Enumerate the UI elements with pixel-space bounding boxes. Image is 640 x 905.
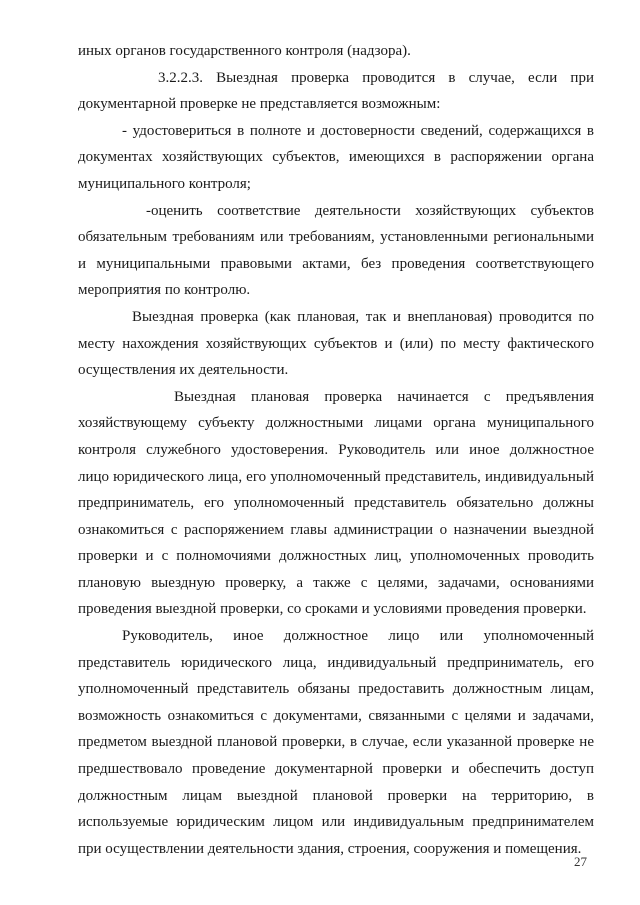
text-line: уполномоченный представитель обязаны предоставить должностным лицам,	[78, 681, 594, 698]
text-line: -оценить соответствие деятельности хозяйствующих субъектов	[146, 202, 594, 219]
text-line: проверки и с полномочиями должностных лиц, уполномоченных проводить	[78, 548, 594, 565]
text-line: Выездная проверка (как плановая, так и внеплановая) проводится по	[132, 308, 594, 325]
text-line: Руководитель, иное должностное лицо или уполномоченный	[122, 628, 594, 645]
text-line: должностным лицам выездной плановой проверки на территорию, в	[78, 787, 594, 804]
text-line: осуществления их деятельности.	[78, 362, 289, 379]
text-line: месту нахождения хозяйствующих субъектов и (или) по месту фактического	[78, 335, 594, 352]
text-line: проведения выездной проверки, со сроками и условиями проведения проверки.	[78, 601, 587, 618]
text-line: контроля служебного удостоверения. Руководитель или иное должностное	[78, 441, 594, 458]
text-line: 3.2.2.3. Выездная проверка проводится в случае, если при	[158, 69, 594, 86]
text-line: хозяйствующему субъекту должностными лицами органа муниципального	[78, 415, 594, 432]
text-line: муниципального контроля;	[78, 175, 251, 192]
text-line: плановую выездную проверку, а также с целями, задачами, основаниями	[78, 574, 594, 591]
body-text	[78, 38, 594, 862]
text-line: возможность ознакомиться с документами, связанными с целями и задачами,	[78, 707, 594, 724]
text-line: ознакомиться с распоряжением главы администрации о назначении выездной	[78, 521, 594, 538]
text-line: предшествовало проведение документарной проверки и обеспечить доступ	[78, 761, 594, 778]
text-line: представитель юридического лица, индивидуальный предприниматель, его	[78, 654, 594, 671]
text-line: лицо юридического лица, его уполномоченный представитель, индивидуальный	[78, 468, 594, 485]
text-line: предметом выездной плановой проверки, в случае, если указанной проверке не	[78, 734, 594, 751]
text-line: мероприятия по контролю.	[78, 282, 251, 299]
text-line: используемые юридическим лицом или индивидуальным предпринимателем	[78, 814, 594, 831]
text-line: иных органов государственного контроля (надзора).	[78, 43, 411, 59]
text-line: документарной проверке не представляется возможным:	[78, 96, 441, 113]
text-line: - удостовериться в полноте и достоверности сведений, содержащихся в	[122, 122, 594, 139]
text-line: обязательным требованиям или требованиям, установленными региональными	[78, 229, 594, 246]
text-line: при осуществлении деятельности здания, строения, сооружения и помещения.	[78, 840, 582, 857]
page-number: 27	[574, 854, 587, 869]
text-line: Выездная плановая проверка начинается с предъявления	[174, 388, 594, 405]
text-line: и муниципальными правовыми актами, без проведения соответствующего	[78, 255, 594, 272]
text-line: документах хозяйствующих субъектов, имеющихся в распоряжении органа	[78, 149, 594, 166]
text-line: предприниматель, его уполномоченный представитель обязательно должны	[78, 495, 594, 512]
